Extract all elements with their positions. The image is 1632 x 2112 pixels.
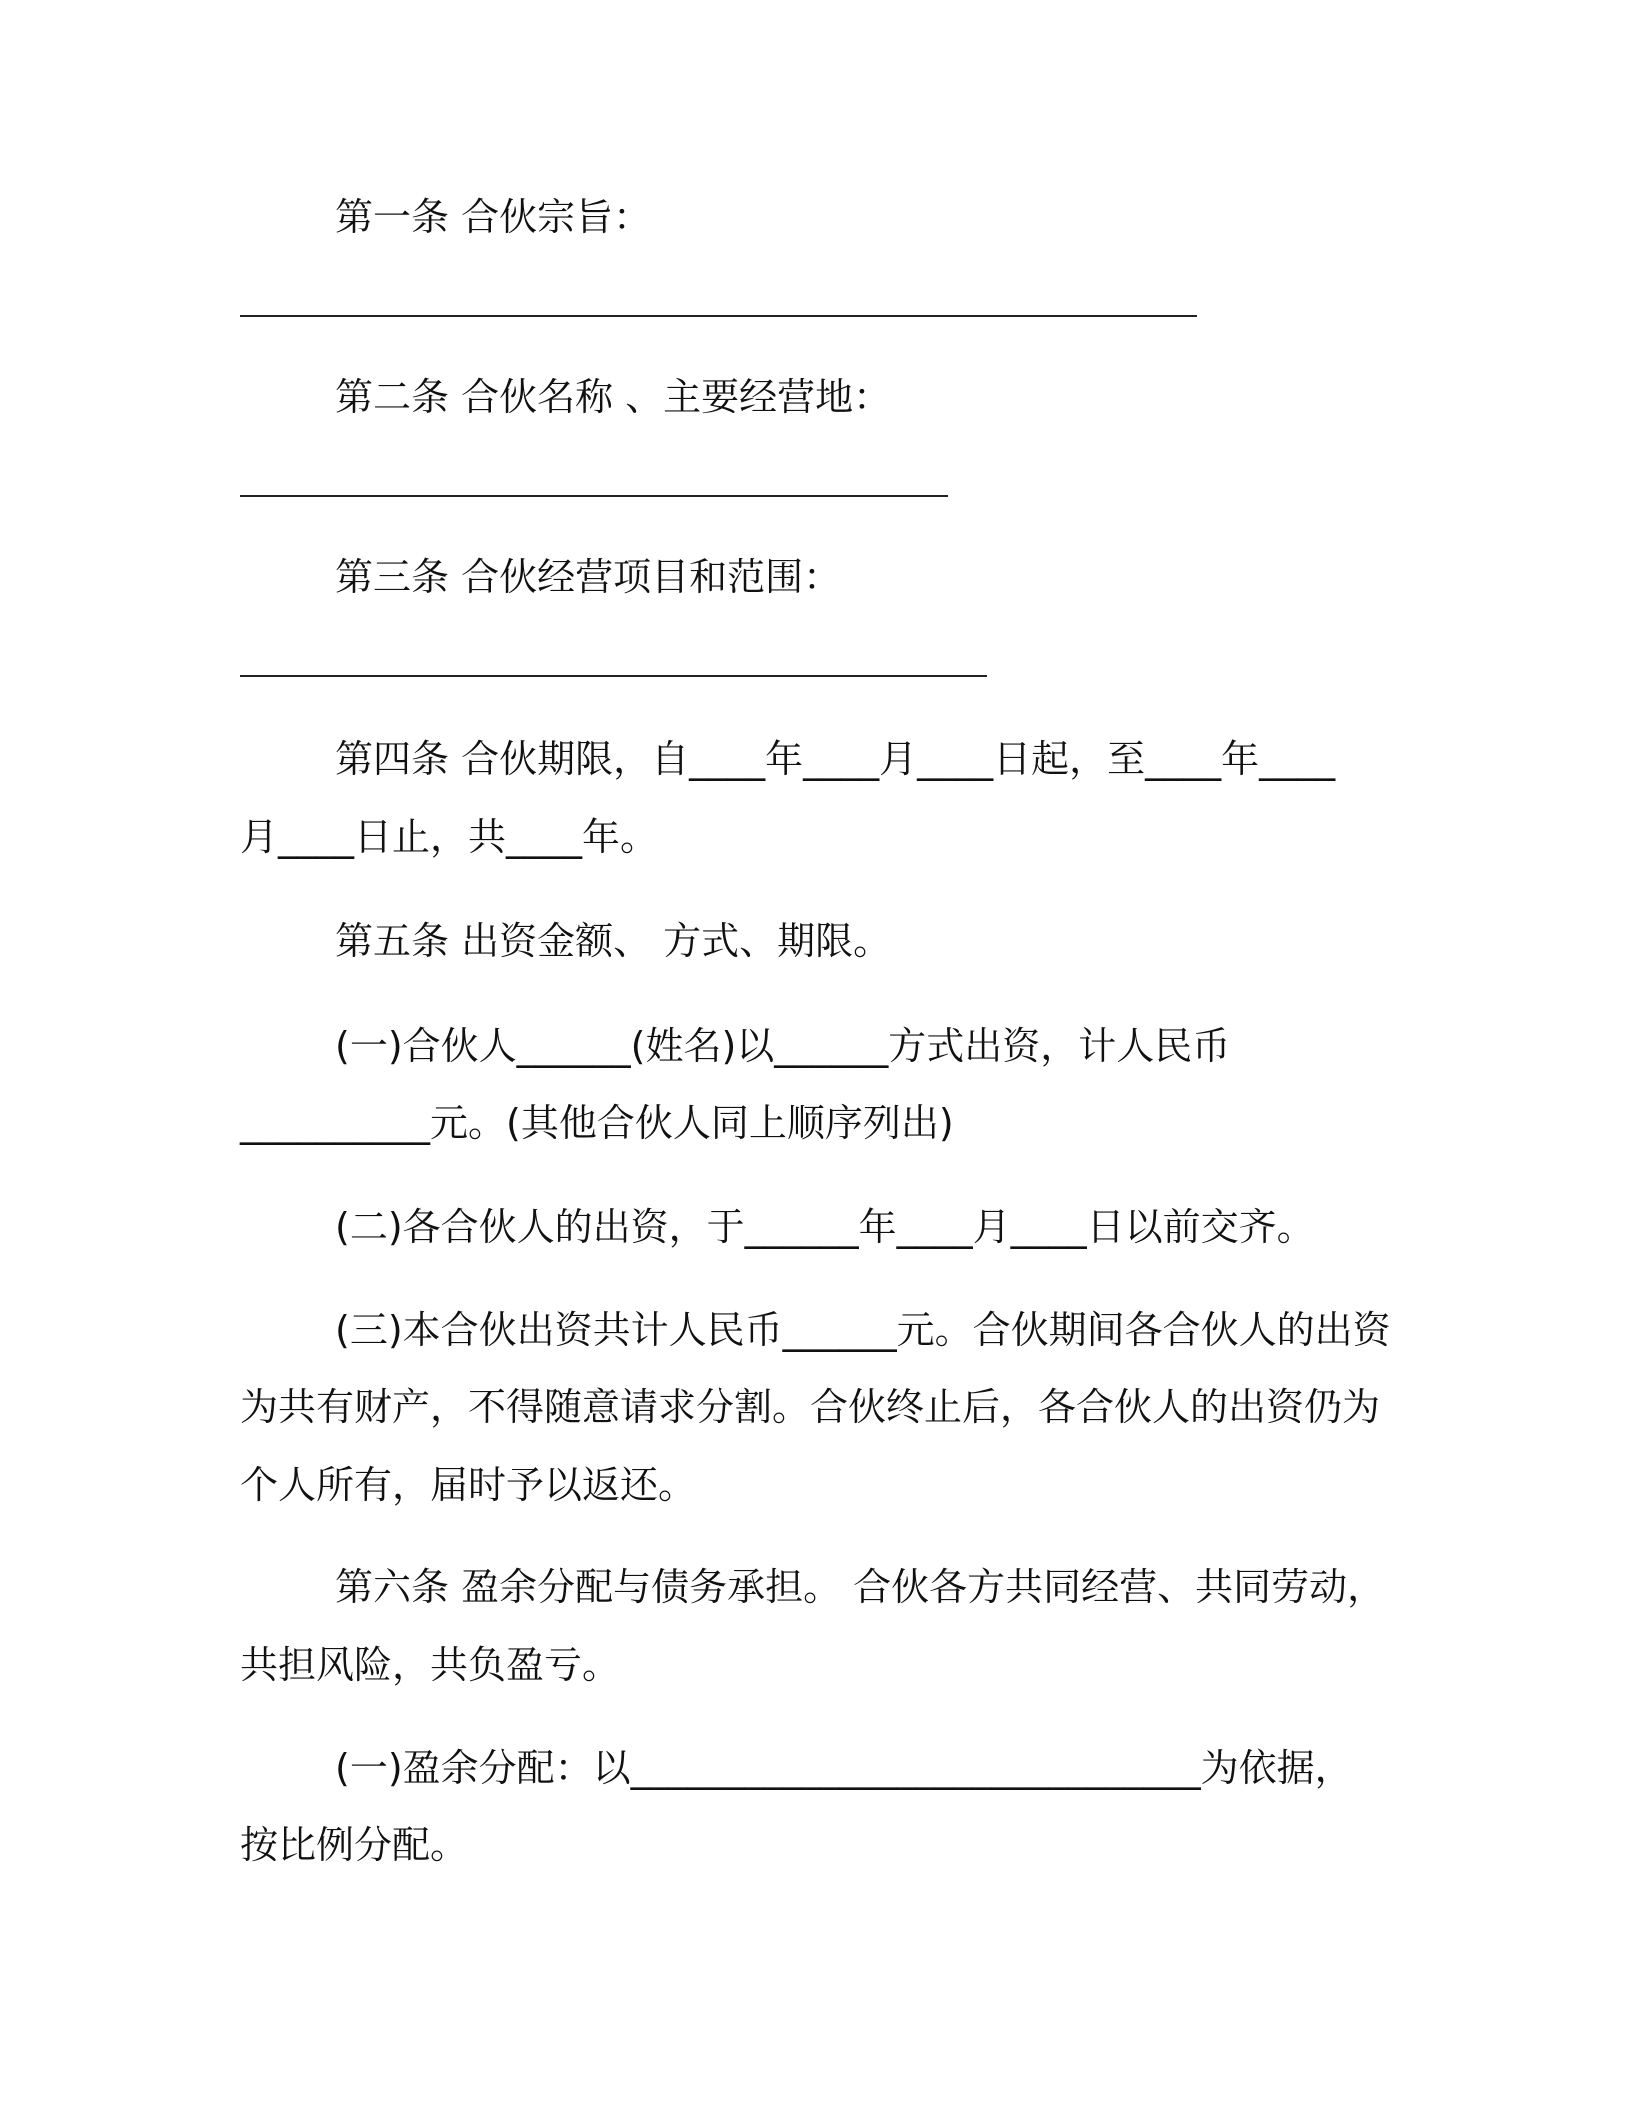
article-6-line-2: 共担风险，共负盈亏。 [240, 1643, 621, 1687]
article-5-item-3-line-3: 个人所有，届时予以返还。 [240, 1463, 697, 1507]
article-2-heading: 第二条 合伙名称 、主要经营地： [335, 375, 892, 419]
article-1-heading: 第一条 合伙宗旨： [335, 195, 652, 239]
article-1-blank-line [240, 315, 1197, 317]
article-5-item-3-line-1: (三)本合伙出资共计人民币______元。合伙期间各合伙人的出资 [335, 1308, 1391, 1352]
article-6-item-1-line-1: (一)盈余分配：以______________________________为依据， [335, 1746, 1353, 1790]
article-5-item-3-line-2: 为共有财产，不得随意请求分割。合伙终止后，各合伙人的出资仍为 [240, 1385, 1381, 1429]
article-2-blank-line [240, 495, 948, 497]
article-3-heading: 第三条 合伙经营项目和范围： [335, 555, 842, 599]
article-3-blank-line [240, 675, 987, 677]
article-5-item-2: (二)各合伙人的出资，于______年____月____日以前交齐。 [335, 1205, 1315, 1249]
article-5-item-1-line-2: __________元。(其他合伙人同上顺序列出) [240, 1101, 954, 1145]
article-6-line-1: 第六条 盈余分配与债务承担。 合伙各方共同经营、共同劳动， [335, 1565, 1386, 1609]
article-4-line-1: 第四条 合伙期限，自____年____月____日起，至____年____ [335, 737, 1336, 781]
article-5-heading: 第五条 出资金额、 方式、期限。 [335, 919, 892, 963]
article-6-item-1-line-2: 按比例分配。 [240, 1823, 469, 1867]
article-5-item-1-line-1: (一)合伙人______(姓名)以______方式出资，计人民币 [335, 1024, 1231, 1068]
article-4-line-2: 月____日止，共____年。 [240, 815, 659, 859]
